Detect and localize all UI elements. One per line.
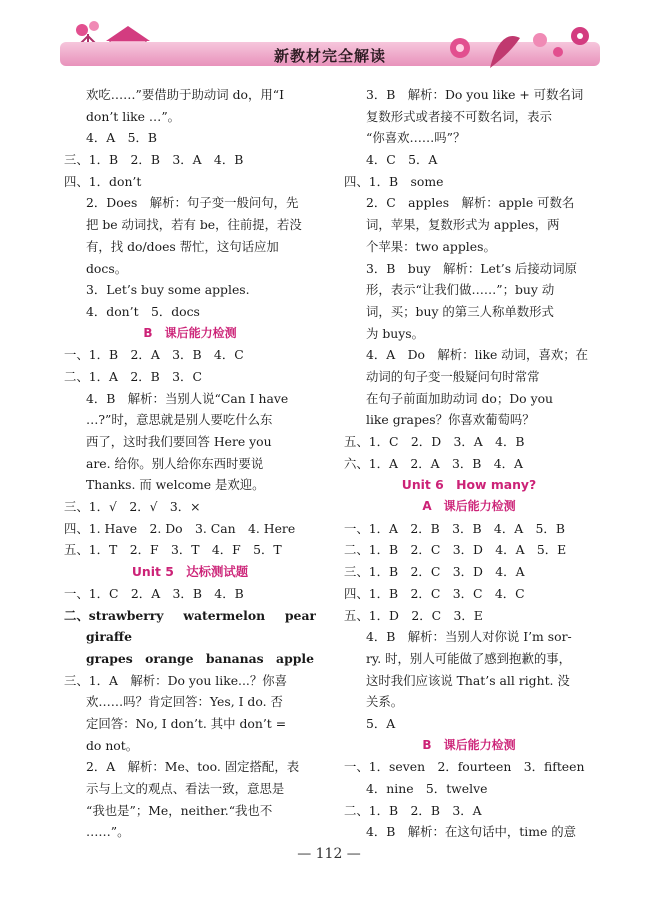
text-line: 关系。 xyxy=(366,694,404,710)
text-line: grapes orange bananas apple xyxy=(86,650,314,666)
text-line: 一、1．B 2．A 3．B 4．C xyxy=(64,347,244,363)
text-line: 动词的句子变一般疑问句时常常 xyxy=(366,368,540,384)
text-line: 五、1．T 2．F 3．T 4．F 5．T xyxy=(64,542,282,558)
left-column xyxy=(64,84,316,843)
text-line: 3．B 解析：Do you like + 可数名词 xyxy=(366,87,584,102)
text-line: 4．A Do 解析：like 动词，喜欢；在 xyxy=(366,347,589,363)
text-line: giraffe xyxy=(86,629,132,645)
text-line: 一、1．C 2．A 3．B 4．B xyxy=(64,585,244,601)
text-line: 二、1．B 2．B 3．A xyxy=(344,802,482,818)
text-line: 4．B 解析：在这句话中，time 的意 xyxy=(366,824,577,840)
text-line: 定回答：No, I don’t. 其中 don’t = xyxy=(86,715,287,731)
flower-decoration-icon xyxy=(430,18,600,74)
text-line: 5．A xyxy=(366,715,396,731)
text-line: 示与上文的观点、看法一致，意思是 xyxy=(86,781,285,796)
text-line: …?”时，意思就是别人要吃什么东 xyxy=(86,412,273,428)
text-line: 2．C apples 解析：apple 可数名 xyxy=(366,195,575,211)
word: watermelon xyxy=(183,607,266,623)
text-line: are. 给你。别人给你东西时要说 xyxy=(86,455,264,471)
text-line: ry. 时，别人可能做了感到抱歉的事， xyxy=(366,650,572,666)
text-line: 一、1．A 2．B 3．B 4．A 5．B xyxy=(344,520,565,536)
section-heading: B 课后能力检测 xyxy=(143,325,237,340)
unit-heading: Unit 6 How many? xyxy=(401,477,537,493)
text-line: 欢吃……”要借助于助动词 do，用“I xyxy=(86,87,284,102)
text-line: 有，找 do/does 帮忙，这句话应加 xyxy=(86,238,279,254)
text-line: 4．C 5．A xyxy=(366,152,438,168)
text-line: 3．Let’s buy some apples. xyxy=(86,282,250,298)
text-line: 复数形式或者接不可数名词，表示 xyxy=(366,108,552,124)
text-line: 二、1．B 2．C 3．D 4．A 5．E xyxy=(344,542,567,558)
book-title: 新教材完全解读 xyxy=(273,47,386,65)
text-line: 这时我们应该说 That’s all right. 没 xyxy=(366,672,570,688)
text-line: don’t like …”。 xyxy=(86,108,181,124)
text-line: 4．B 解析：当别人对你说 I’m sor- xyxy=(366,629,572,645)
text-line: 4．don’t 5．docs xyxy=(86,303,200,319)
text-line: 西了，这时我们要回答 Here you xyxy=(86,434,272,449)
text-line: “你喜欢……吗”？ xyxy=(366,130,466,146)
text-line: 个苹果：two apples。 xyxy=(366,238,496,254)
right-column xyxy=(344,84,594,843)
text-line: 词，买；buy 的第三人称单数形式 xyxy=(366,303,554,319)
text-line: “我也是”；Me，neither.“我也不 xyxy=(86,802,273,818)
text-line: 三、1．√ 2．√ 3．× xyxy=(64,499,201,515)
text-line: 2．A 解析：Me、too. 固定搭配，表 xyxy=(86,759,300,775)
text-line: like grapes？你喜欢葡萄吗？ xyxy=(366,412,535,428)
section-heading: A 课后能力检测 xyxy=(422,499,516,514)
text-line: 六、1．A 2．A 3．B 4．A xyxy=(344,455,523,471)
text-line: 3．B buy 解析：Let’s 后接动词原 xyxy=(366,260,577,276)
text-line: 欢……吗？肯定回答：Yes, I do. 否 xyxy=(86,694,283,710)
text-line: 五、1．D 2．C 3．E xyxy=(344,607,483,623)
text-line: 一、1．seven 2．fourteen 3．fifteen xyxy=(344,759,585,775)
text-line: 词，苹果，复数形式为 apples，两 xyxy=(366,217,560,233)
text-line: do not。 xyxy=(86,737,139,753)
text-line: 三、1．A 解析：Do you like...？你喜 xyxy=(64,672,288,688)
text-line: 四、1．don’t xyxy=(64,173,142,189)
word: 二、strawberry xyxy=(64,607,164,623)
text-line: 2．Does 解析：句子变一般问句，先 xyxy=(86,195,299,211)
text-line: 四、1．B some xyxy=(344,173,444,189)
text-line: 4．A 5．B xyxy=(86,130,157,146)
text-line: 二、1．A 2．B 3．C xyxy=(64,368,202,384)
page-header xyxy=(60,14,600,84)
word: pear xyxy=(284,607,316,623)
word-row xyxy=(64,605,316,627)
text-line: 五、1．C 2．D 3．A 4．B xyxy=(344,434,525,449)
text-line: Thanks. 而 welcome 是欢迎。 xyxy=(86,477,265,493)
text-line: docs。 xyxy=(86,260,128,276)
section-heading: B 课后能力检测 xyxy=(422,737,516,752)
text-line: 4．nine 5．twelve xyxy=(366,781,488,796)
text-line: 在句子前面加助动词 do；Do you xyxy=(366,390,554,406)
unit-heading: Unit 5 达标测试题 xyxy=(131,564,249,580)
text-line: 三、1．B 2．B 3．A 4．B xyxy=(64,152,244,168)
text-line: 把 be 动词找，若有 be，往前提，若没 xyxy=(86,217,302,233)
text-line: 形，表示“让我们做……”；buy 动 xyxy=(366,282,555,298)
page-number: — 112 — xyxy=(297,846,361,862)
text-line: 三、1．B 2．C 3．D 4．A xyxy=(344,564,525,580)
text-line: ……”。 xyxy=(86,824,130,840)
text-line: 4．B 解析：当别人说“Can I have xyxy=(86,390,289,406)
text-line: 四、1. Have 2. Do 3. Can 4. Here xyxy=(64,520,296,536)
text-line: 为 buys。 xyxy=(366,325,424,341)
text-line: 四、1．B 2．C 3．C 4．C xyxy=(344,585,525,601)
